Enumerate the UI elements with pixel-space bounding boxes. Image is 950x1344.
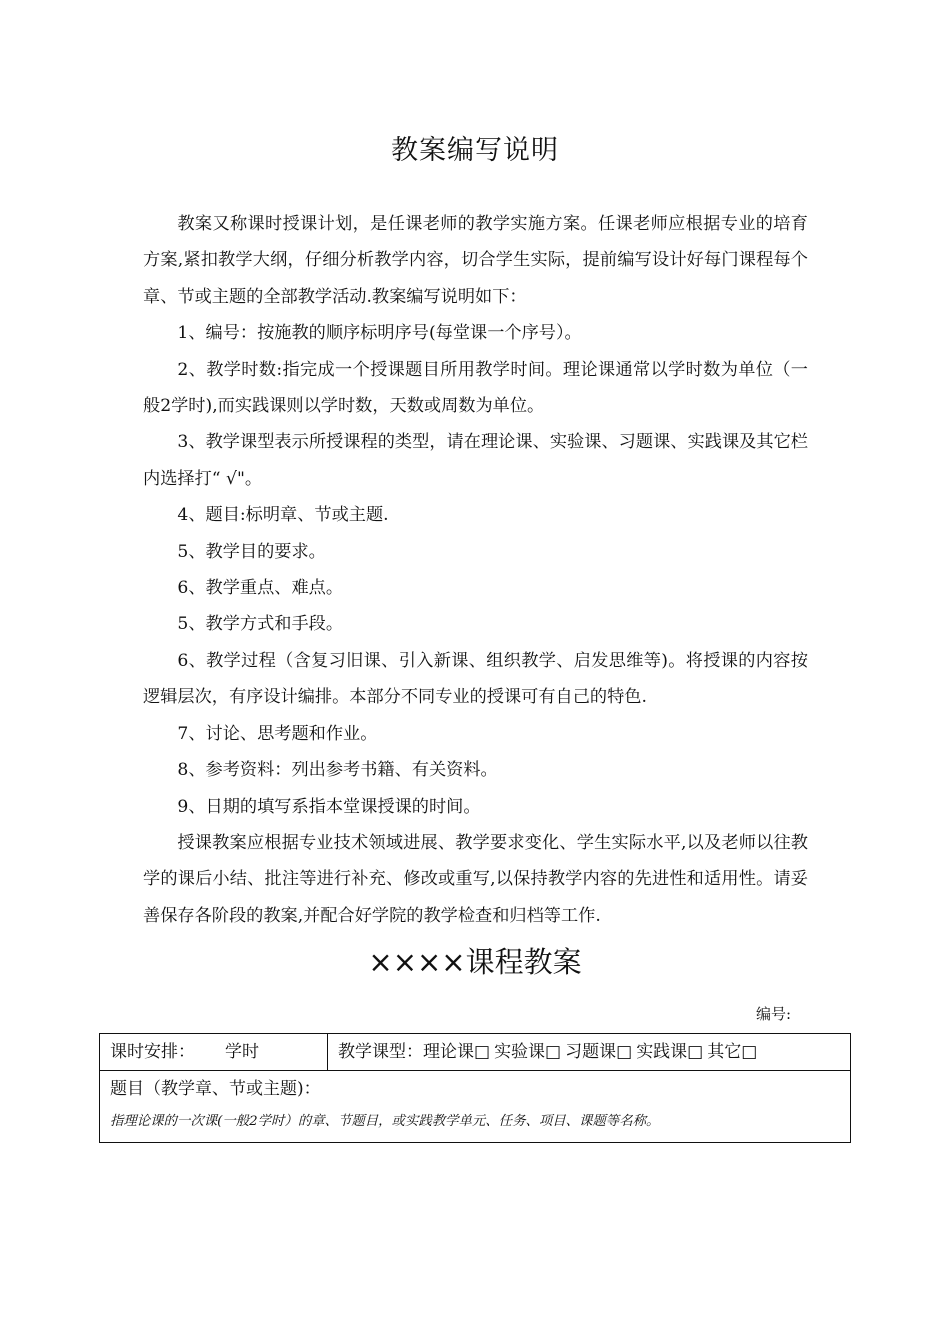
lesson-plan-title: ××××课程教案 <box>368 945 582 979</box>
item-methods: 5、教学方式和手段。 <box>177 614 344 635</box>
hours-unit: 学时 <box>225 1042 259 1062</box>
type-option-experiment[interactable]: 实验课□ <box>494 1042 562 1062</box>
type-option-theory[interactable]: 理论课□ <box>423 1042 491 1062</box>
item-objectives: 5、教学目的要求。 <box>177 541 326 562</box>
lesson-plan-table <box>99 1033 851 1143</box>
cell-divider <box>327 1034 328 1070</box>
table-row-header <box>100 1034 850 1071</box>
item-teaching-hours: 2、教学时数:指完成一个授课题目所用教学时间。理论课通常以学时数为单位（一般2学时),而实践课则以学时数，天数或周数为单位。 <box>143 359 808 417</box>
hours-cell[interactable] <box>110 1037 259 1062</box>
number-label: 编号: <box>756 1005 792 1023</box>
intro-paragraph: 教案又称课时授课计划，是任课老师的教学实施方案。任课老师应根据专业的培育方案,紧扣教学大纲，仔细分析教学内容，切合学生实际，提前编写设计好每门课程每个章、节或主题的全部教学活动.教案编写说明如下： <box>143 214 808 307</box>
item-discussion: 7、讨论、思考题和作业。 <box>177 723 378 744</box>
item-topic: 4、题目:标明章、节或主题. <box>177 505 389 526</box>
type-option-other[interactable]: 其它□ <box>707 1042 758 1062</box>
item-references: 8、参考资料：列出参考书籍、有关资料。 <box>177 760 498 781</box>
item-numbering: 1、编号：按施教的顺序标明序号(每堂课一个序号）。 <box>177 323 582 344</box>
type-option-practice[interactable]: 实践课□ <box>636 1042 704 1062</box>
closing-paragraph: 授课教案应根据专业技术领域进展、教学要求变化、学生实际水平,以及老师以往教学的课后小结、批注等进行补充、修改或重写,以保持教学内容的先进性和适用性。请妥善保存各阶段的教案,并配合好学院的教学检查和归档等工作. <box>143 832 808 926</box>
instructions-body <box>143 206 808 934</box>
item-key-points: 6、教学重点、难点。 <box>177 578 344 599</box>
course-type-cell <box>338 1037 761 1062</box>
item-course-type: 3、教学课型表示所授课程的类型，请在理论课、实验课、习题课、实践课及其它栏内选择打“ √"。 <box>143 432 808 489</box>
course-type-label: 教学课型： <box>338 1042 423 1062</box>
instructions-title: 教案编写说明 <box>391 135 559 166</box>
item-date: 9、日期的填写系指本堂课授课的时间。 <box>177 796 481 817</box>
type-option-exercise[interactable]: 习题课□ <box>565 1042 633 1062</box>
hours-label: 课时安排： <box>110 1042 195 1062</box>
topic-label: 题目（教学章、节或主题)： <box>110 1079 321 1099</box>
topic-hint[interactable]: 指理论课的一次课(一般2学时）的章、节题目，或实践教学单元、任务、项目、课题等名称。 <box>110 1114 660 1129</box>
item-process: 6、教学过程（含复习旧课、引入新课、组织教学、启发思维等)。将授课的内容按逻辑层次，有序设计编排。本部分不同专业的授课可有自己的特色. <box>143 650 808 708</box>
